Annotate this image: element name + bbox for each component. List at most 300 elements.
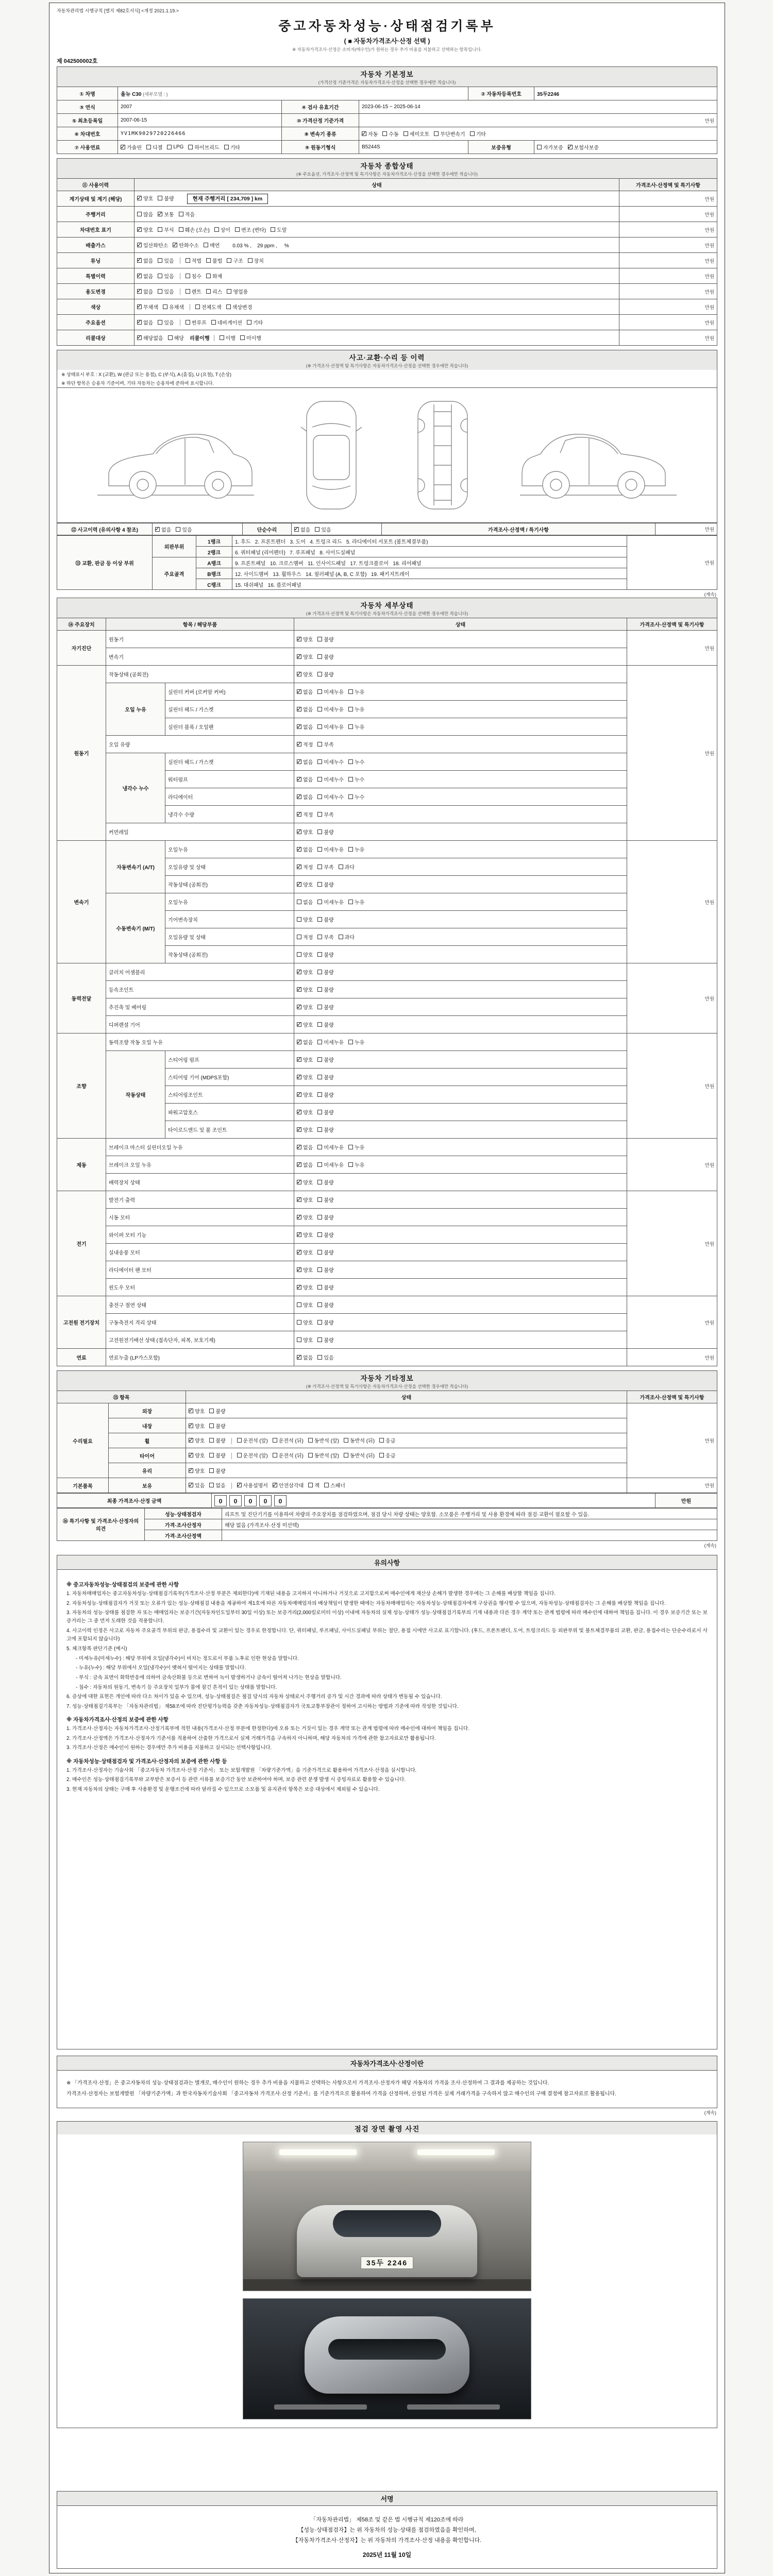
- checkbox-option[interactable]: [271, 226, 287, 233]
- checkbox-option[interactable]: [317, 1196, 333, 1204]
- checkbox-option[interactable]: [189, 1481, 205, 1489]
- checkbox-option[interactable]: [297, 1266, 313, 1274]
- checkbox-option[interactable]: [297, 933, 313, 941]
- checkbox-option[interactable]: [137, 226, 153, 233]
- checkbox-option[interactable]: [158, 287, 174, 295]
- checkbox-option[interactable]: [317, 775, 344, 783]
- checkbox-empty-icon: [317, 1022, 322, 1027]
- checkbox-empty-icon: [317, 1127, 322, 1132]
- continued-marker: (계속): [704, 1543, 716, 1548]
- device-item-label: 윈도우 모터: [106, 1279, 294, 1296]
- checkbox-option[interactable]: [214, 226, 230, 233]
- checkbox-option[interactable]: [348, 898, 364, 906]
- checkbox-option[interactable]: [348, 758, 364, 766]
- checkbox-empty-icon: [317, 1355, 322, 1360]
- checkbox-option[interactable]: [315, 526, 331, 533]
- checkbox-option[interactable]: [195, 303, 222, 311]
- checkbox-option[interactable]: [317, 1336, 333, 1344]
- usage-state-cell: [135, 299, 619, 315]
- checkbox-option[interactable]: [297, 635, 313, 643]
- checkbox-option[interactable]: [189, 1451, 205, 1459]
- checkbox-option[interactable]: [186, 287, 201, 295]
- checkbox-option[interactable]: [362, 130, 378, 138]
- checkbox-option[interactable]: [209, 1422, 225, 1430]
- device-state-cell: [294, 788, 627, 806]
- checkbox-option-label: 안전삼각대: [278, 1483, 304, 1489]
- checkbox-option-label: 기타: [230, 145, 240, 151]
- checkbox-option[interactable]: [348, 793, 364, 801]
- checkbox-option[interactable]: [317, 968, 333, 976]
- checkbox-option-label: 누유: [354, 900, 365, 906]
- appraiser-opinion: 해당 없음 (가격조사·산정 미선택): [222, 1519, 717, 1530]
- checkbox-option[interactable]: [308, 1451, 339, 1459]
- checkbox-option[interactable]: [297, 810, 313, 818]
- checkbox-option[interactable]: [209, 1407, 225, 1415]
- checkbox-option[interactable]: [248, 257, 264, 264]
- checkbox-option[interactable]: [348, 1143, 364, 1151]
- usage-item-label: 특별이력: [57, 268, 135, 284]
- checkbox-option[interactable]: [297, 1073, 313, 1081]
- device-subgroup-label: 작동상태: [106, 1051, 165, 1139]
- device-group-label: 전기: [57, 1191, 106, 1296]
- checkbox-option[interactable]: [121, 143, 142, 151]
- checkbox-option[interactable]: [348, 1038, 364, 1046]
- checkbox-option[interactable]: [188, 143, 219, 151]
- device-item-label: 라디에이터 팬 모터: [106, 1261, 294, 1279]
- checkbox-option-label: 있음: [164, 320, 174, 326]
- checkbox-empty-icon: [382, 131, 387, 136]
- checkbox-empty-icon: [339, 935, 343, 939]
- checkbox-option[interactable]: [317, 916, 333, 923]
- device-item-label: 냉각수 수량: [165, 806, 294, 823]
- checkbox-option[interactable]: [297, 1178, 313, 1186]
- section-photos-header: [57, 2121, 717, 2134]
- checkbox-option[interactable]: [297, 688, 313, 696]
- checkbox-option[interactable]: [339, 863, 355, 871]
- checkbox-checked-icon: [137, 258, 142, 263]
- device-item-label: 배력장치 상태: [106, 1174, 294, 1191]
- notice-heading: ※ 자동차성능·상태점검자 및 가격조사·산정자의 보증에 관한 사항 등: [66, 1758, 227, 1765]
- checkbox-option[interactable]: [317, 705, 344, 713]
- car-name: 올뉴 C30: [121, 92, 142, 97]
- device-group-label: 연료: [57, 1349, 106, 1366]
- checkbox-option[interactable]: [297, 1353, 313, 1361]
- checkbox-option[interactable]: [344, 1451, 375, 1459]
- device-item-label: 타이로드엔드 및 볼 조인트: [165, 1121, 294, 1139]
- checkbox-option[interactable]: [317, 1283, 333, 1291]
- checkbox-option[interactable]: [186, 257, 201, 264]
- checkbox-option[interactable]: [227, 257, 243, 264]
- detail-row: [57, 753, 717, 771]
- page-subnote: ※ 자동차가격조사·산정은 소비자(매수인)가 원하는 경우 추가 비용을 지불하고 선택하는 항목입니다.: [292, 47, 482, 52]
- checkbox-option[interactable]: [470, 130, 486, 138]
- checkbox-option[interactable]: [317, 1126, 333, 1133]
- device-state-cell: [294, 1244, 627, 1261]
- checkbox-option[interactable]: [240, 334, 261, 342]
- checkbox-empty-icon: [317, 1320, 322, 1325]
- checkbox-option[interactable]: [317, 1003, 333, 1011]
- checkbox-option[interactable]: [297, 723, 313, 731]
- checkbox-option[interactable]: [297, 775, 313, 783]
- device-item-label: 실린더 헤드 / 가스켓: [165, 701, 294, 718]
- checkbox-option[interactable]: [317, 1143, 344, 1151]
- notice-item: 2. 가격조사·산정액은 가격조사·산정자가 기준서를 적용하여 산출한 가격으로서 실제 거래가격을 구속하지 아니하며, 해당 자동차의 가격에 관한 참고자료로만 활용됩니다.: [66, 1735, 436, 1741]
- device-item-label: 시동 모터: [106, 1209, 294, 1226]
- checkbox-option[interactable]: [297, 1091, 313, 1098]
- checkbox-option[interactable]: [317, 1038, 344, 1046]
- checkbox-option[interactable]: [317, 1056, 333, 1063]
- device-item-label: 작동상태 (공회전): [165, 946, 294, 963]
- checkbox-option[interactable]: [237, 1436, 268, 1444]
- checkbox-option[interactable]: [348, 688, 364, 696]
- device-state-cell: [294, 1261, 627, 1279]
- checkbox-option[interactable]: [206, 287, 222, 295]
- checkbox-option[interactable]: [237, 1481, 268, 1489]
- checkbox-empty-icon: [317, 970, 322, 974]
- parts-section-label: ⑬ 교환, 판금 등 이상 부위: [57, 536, 153, 590]
- checkbox-option-label: 불량: [324, 918, 334, 923]
- checkbox-option[interactable]: [297, 1003, 313, 1011]
- checkbox-option[interactable]: [324, 1481, 345, 1489]
- checkbox-option[interactable]: [317, 635, 333, 643]
- checkbox-option[interactable]: [247, 318, 263, 326]
- checkbox-option-label: 적정: [303, 812, 313, 818]
- checkbox-option[interactable]: [339, 933, 355, 941]
- checkbox-option[interactable]: [297, 968, 313, 976]
- checkbox-option[interactable]: [220, 334, 236, 342]
- checkbox-option[interactable]: [137, 303, 158, 311]
- checkbox-option[interactable]: [146, 143, 162, 151]
- checkbox-option[interactable]: [317, 1073, 333, 1081]
- checkbox-option[interactable]: [317, 1266, 333, 1274]
- checkbox-option[interactable]: [158, 226, 174, 233]
- accident-price-value: [656, 523, 717, 535]
- other-state-cell: [186, 1448, 627, 1463]
- checkbox-option[interactable]: [297, 845, 313, 853]
- checkbox-option[interactable]: [158, 257, 174, 264]
- checkbox-option[interactable]: [137, 257, 153, 264]
- checkbox-option[interactable]: [297, 1126, 313, 1133]
- parts-item-list: 15. 대쉬패널 16. 플로어패널: [232, 579, 627, 590]
- checkbox-option[interactable]: [317, 1178, 333, 1186]
- checkbox-option[interactable]: [317, 758, 344, 766]
- checkbox-option[interactable]: [317, 898, 344, 906]
- checkbox-option[interactable]: [137, 210, 153, 218]
- checkbox-checked-icon: [362, 131, 366, 136]
- checkbox-option[interactable]: [297, 1283, 313, 1291]
- price-cell: 만원: [619, 238, 717, 253]
- device-item-label: 클러치 어셈블리: [106, 963, 294, 981]
- checkbox-option[interactable]: [297, 1143, 313, 1151]
- checkbox-option[interactable]: [297, 1248, 313, 1256]
- checkbox-option[interactable]: [273, 1436, 304, 1444]
- checkbox-option[interactable]: [297, 740, 313, 748]
- year-value: 2007: [118, 100, 282, 114]
- checkbox-option[interactable]: [297, 670, 313, 678]
- checkbox-option[interactable]: [317, 1108, 333, 1116]
- checkbox-option[interactable]: [434, 130, 465, 138]
- license-plate: 35두 2246: [361, 2257, 413, 2269]
- checkbox-empty-icon: [317, 1285, 322, 1290]
- checkbox-option[interactable]: [211, 318, 242, 326]
- device-item-label: 스티어링 펌프: [165, 1051, 294, 1069]
- section-other-header: [57, 1370, 717, 1391]
- amount-digit-box: 0: [229, 1495, 242, 1506]
- checkbox-option[interactable]: [297, 1038, 313, 1046]
- checkbox-option[interactable]: [189, 1436, 205, 1444]
- checkbox-option-label: 누수: [354, 795, 365, 801]
- checkbox-option[interactable]: [297, 898, 313, 906]
- checkbox-option-label: 일산화탄소: [143, 243, 169, 249]
- checkbox-option[interactable]: [186, 318, 207, 326]
- checkbox-empty-icon: [186, 258, 190, 263]
- checkbox-option[interactable]: [137, 194, 153, 202]
- checkbox-option[interactable]: [137, 241, 168, 249]
- checkbox-empty-icon: [317, 794, 322, 799]
- checkbox-option[interactable]: [297, 1336, 313, 1344]
- continued-marker: (계속): [704, 592, 716, 597]
- checkbox-option[interactable]: [297, 880, 313, 888]
- checkbox-option[interactable]: [317, 740, 333, 748]
- checkbox-option[interactable]: [297, 653, 313, 660]
- price-cell: 만원: [619, 207, 717, 222]
- checkbox-option[interactable]: [317, 828, 333, 836]
- checkbox-option[interactable]: [206, 272, 222, 280]
- checkbox-empty-icon: [206, 258, 211, 263]
- checkbox-option[interactable]: [137, 287, 153, 295]
- device-group-label: 원동기: [57, 666, 106, 841]
- vin-value: YV1MK9029720226466: [118, 127, 282, 141]
- device-state-cell: [294, 1121, 627, 1139]
- checkbox-option[interactable]: [209, 1451, 225, 1459]
- usage-history-row: [57, 253, 717, 268]
- checkbox-option[interactable]: [237, 1451, 268, 1459]
- checkbox-option[interactable]: [317, 933, 333, 941]
- checkbox-option[interactable]: [209, 1467, 225, 1475]
- checkbox-empty-icon: [317, 777, 322, 782]
- checkbox-option-label: 누유: [354, 690, 365, 696]
- checkbox-option[interactable]: [348, 775, 364, 783]
- checkbox-option[interactable]: [317, 1248, 333, 1256]
- checkbox-option[interactable]: [297, 758, 313, 766]
- fuel-options: [118, 141, 282, 154]
- signature-statement-1: 「자동차관리법」 제58조 및 같은 법 시행규칙 제120조에 따라: [310, 2517, 464, 2523]
- checkbox-option[interactable]: [404, 130, 430, 138]
- checkbox-option-label: 해당없음: [143, 335, 163, 342]
- checkbox-option[interactable]: [173, 241, 199, 249]
- device-item-label: 실내송풍 모터: [106, 1244, 294, 1261]
- checkbox-option[interactable]: [297, 793, 313, 801]
- checkbox-option[interactable]: [348, 845, 364, 853]
- checkbox-option[interactable]: [379, 1436, 395, 1444]
- checkbox-option[interactable]: [137, 318, 153, 326]
- checkbox-option[interactable]: [297, 1318, 313, 1326]
- checkbox-checked-icon: [297, 1040, 301, 1044]
- photo2-lift-left: [274, 2404, 367, 2410]
- checkbox-option-label: 없음: [303, 900, 313, 906]
- notice-section: [66, 1716, 708, 1752]
- checkbox-option[interactable]: [344, 1436, 375, 1444]
- checkbox-option[interactable]: [297, 1056, 313, 1063]
- checkbox-option[interactable]: [189, 1422, 205, 1430]
- car-diagram-side-right: [516, 397, 681, 513]
- checkbox-checked-icon: [158, 212, 162, 216]
- checkbox-empty-icon: [317, 1250, 322, 1255]
- checkbox-option[interactable]: [297, 1021, 313, 1028]
- checkbox-option[interactable]: [317, 810, 333, 818]
- checkbox-option-label: 누유: [354, 848, 365, 853]
- checkbox-option[interactable]: [297, 951, 313, 958]
- checkbox-checked-icon: [297, 672, 301, 676]
- device-item-label: 브레이크 마스터 실린더오일 누유: [106, 1139, 294, 1156]
- checkbox-option[interactable]: [537, 143, 563, 151]
- checkbox-empty-icon: [297, 900, 301, 904]
- checkbox-option-label: 없음: [143, 274, 154, 280]
- device-item-label: 원동기: [106, 631, 294, 648]
- checkbox-checked-icon: [137, 335, 142, 340]
- checkbox-option[interactable]: [317, 1091, 333, 1098]
- checkbox-option[interactable]: [158, 318, 174, 326]
- checkbox-option[interactable]: [137, 272, 153, 280]
- checkbox-option[interactable]: [382, 130, 398, 138]
- checkbox-empty-icon: [348, 1145, 353, 1149]
- checkbox-option[interactable]: [317, 723, 344, 731]
- checkbox-option[interactable]: [317, 951, 333, 958]
- checkbox-option[interactable]: [294, 526, 310, 533]
- checkbox-option[interactable]: [158, 210, 174, 218]
- checkbox-option[interactable]: [348, 723, 364, 731]
- checkbox-option[interactable]: [297, 1161, 313, 1168]
- checkbox-empty-icon: [273, 1453, 277, 1458]
- checkbox-option[interactable]: [168, 334, 184, 342]
- usage-history-row: [57, 238, 717, 253]
- checkbox-option[interactable]: [568, 143, 599, 151]
- checkbox-option[interactable]: [297, 1213, 313, 1221]
- device-item-label: 발전기 출력: [106, 1191, 294, 1209]
- section-photos-title: 점검 장면 촬영 사진: [354, 2125, 420, 2133]
- checkbox-option[interactable]: [167, 144, 183, 150]
- checkbox-option[interactable]: [189, 1407, 205, 1415]
- checkbox-option-label: 동반석 (앞): [314, 1453, 339, 1460]
- checkbox-option[interactable]: [297, 916, 313, 923]
- checkbox-option[interactable]: [317, 688, 344, 696]
- checkbox-option[interactable]: [235, 226, 266, 233]
- checkbox-option[interactable]: [317, 1318, 333, 1326]
- checkbox-option[interactable]: [297, 1301, 313, 1309]
- checkbox-option[interactable]: [317, 1231, 333, 1239]
- checkbox-option[interactable]: [317, 793, 344, 801]
- checkbox-option[interactable]: [297, 1108, 313, 1116]
- device-item-label: 연료누출 (LP가스포함): [106, 1349, 294, 1366]
- checkbox-checked-icon: [173, 243, 177, 247]
- checkbox-option-label: 불량: [324, 1075, 334, 1081]
- checkbox-empty-icon: [179, 212, 183, 216]
- checkbox-option[interactable]: [317, 1213, 333, 1221]
- checkbox-empty-icon: [317, 829, 322, 834]
- checkbox-option[interactable]: [317, 986, 333, 993]
- checkbox-option-label: 양호: [303, 830, 313, 836]
- checkbox-option[interactable]: [317, 845, 344, 853]
- checkbox-option[interactable]: [297, 828, 313, 836]
- checkbox-option[interactable]: [308, 1481, 320, 1489]
- checkbox-option[interactable]: [317, 670, 333, 678]
- checkbox-option[interactable]: [224, 143, 240, 151]
- checkbox-option[interactable]: [297, 986, 313, 993]
- checkbox-empty-icon: [209, 1453, 214, 1458]
- checkbox-option[interactable]: [204, 241, 220, 249]
- checkbox-option-label: 불량: [324, 1180, 334, 1186]
- transmission-options: [359, 127, 717, 141]
- checkbox-option-label: 미세누유: [324, 707, 344, 713]
- checkbox-option[interactable]: [155, 526, 171, 533]
- checkbox-option[interactable]: [158, 272, 174, 280]
- checkbox-option[interactable]: [227, 287, 248, 295]
- checkbox-option[interactable]: [273, 1451, 304, 1459]
- checkbox-option[interactable]: [273, 1481, 304, 1489]
- checkbox-empty-icon: [348, 707, 353, 711]
- checkbox-option[interactable]: [348, 1161, 364, 1168]
- checkbox-option[interactable]: [206, 257, 222, 264]
- checkbox-option[interactable]: [189, 1467, 205, 1475]
- inspection-photo-2: [243, 2298, 531, 2419]
- checkbox-option[interactable]: [297, 705, 313, 713]
- device-state-cell: [294, 666, 627, 683]
- checkbox-option[interactable]: [297, 1196, 313, 1204]
- checkbox-option[interactable]: [163, 303, 184, 311]
- checkbox-option[interactable]: [179, 210, 195, 218]
- checkbox-option-label: 색상변경: [232, 304, 253, 311]
- checkbox-option[interactable]: [186, 272, 201, 280]
- checkbox-option[interactable]: [348, 705, 364, 713]
- checkbox-empty-icon: [317, 1005, 322, 1009]
- device-item-label: 실린더 헤드 / 가스켓: [165, 753, 294, 771]
- checkbox-option[interactable]: [209, 1436, 225, 1444]
- checkbox-option-label: 없음: [161, 527, 172, 533]
- photo2-car: [305, 2316, 469, 2394]
- checkbox-option[interactable]: [176, 526, 192, 533]
- checkbox-option[interactable]: [317, 1301, 333, 1309]
- checkbox-option-label: 미세누유: [324, 900, 344, 906]
- checkbox-option[interactable]: [297, 863, 313, 871]
- checkbox-option[interactable]: [317, 1161, 344, 1168]
- checkbox-option-label: 양호: [303, 1180, 313, 1186]
- checkbox-option[interactable]: [308, 1436, 339, 1444]
- inspection-label: ④ 검사 유효기간: [282, 100, 359, 114]
- checkbox-option[interactable]: [297, 1231, 313, 1239]
- checkbox-option[interactable]: [317, 880, 333, 888]
- checkbox-empty-icon: [308, 1453, 313, 1458]
- checkbox-option[interactable]: [158, 194, 174, 202]
- checkbox-option[interactable]: [317, 1353, 333, 1361]
- checkbox-checked-icon: [297, 742, 301, 747]
- checkbox-option[interactable]: [317, 863, 333, 871]
- usage-history-row: [57, 315, 717, 330]
- checkbox-option[interactable]: [179, 226, 210, 233]
- checkbox-option[interactable]: [137, 334, 163, 342]
- checkbox-option[interactable]: [209, 1481, 225, 1489]
- checkbox-empty-icon: [348, 847, 353, 852]
- other-item-label: 타이어: [109, 1448, 186, 1463]
- notice-title: 유의사항: [57, 1555, 717, 1570]
- checkbox-option[interactable]: [379, 1451, 395, 1459]
- checkbox-option[interactable]: [317, 653, 333, 660]
- notice-item: 2. 자동차성능·상태점검자가 거짓 또는 오류가 있는 성능·상태점검 내용을 제공하여 제1호에 따른 자동차매매업자의 배상책임이 발생한 때에는 자동차매매업자는 자동차성능·상태점검자에게 구상권을 행사할 수 있으며, 자동차성능·상태점검자는 그 손해를 배상할 책임을 집니다.: [66, 1600, 666, 1606]
- checkbox-option[interactable]: [226, 303, 253, 311]
- checkbox-option[interactable]: [317, 1021, 333, 1028]
- checkbox-empty-icon: [158, 289, 162, 294]
- checkbox-option-label: 누유: [354, 1145, 365, 1151]
- recall-sub-label: 리콜이행: [189, 335, 210, 342]
